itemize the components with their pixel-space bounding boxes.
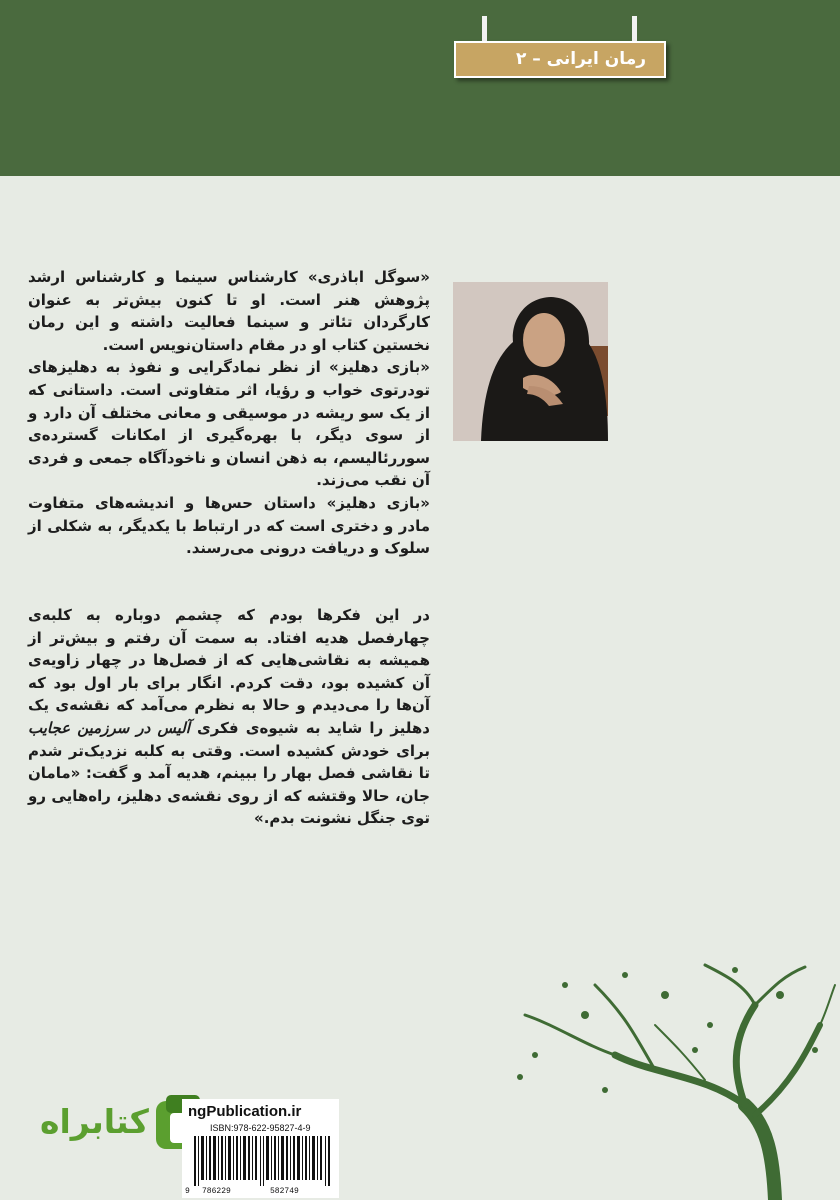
excerpt-text: برای خودش کشیده است. وقتی به کلبه نزدیک‌تر شدم تا نقاشی فصل بهار را ببینم، هدیه آمد و گفت: «مامان جان، حالا وقتشه که از روی نقشه‌ی دهلیز، راه‌هایی رو توی جنگل نشونت بدم.» xyxy=(28,741,430,828)
author-bio xyxy=(28,266,430,560)
barcode-block xyxy=(182,1099,339,1198)
author-photo xyxy=(453,282,608,441)
barcode-left-digits: 786229 xyxy=(202,1187,231,1196)
publisher-website: ngPublication.ir xyxy=(188,1103,302,1120)
barcode-icon xyxy=(194,1136,334,1186)
isbn-number: ISBN:978-622-95827-4-9 xyxy=(210,1123,311,1133)
excerpt-text: در این فکرها بودم که چشمم دوباره به کلبه‌ی چهارفصل هدیه افتاد. به سمت آن رفتم و بیش‌تر از همیشه به نقاشی‌هایی که از فصل‌ها در چهار زاویه‌ی آن کشیده بود، دقت کردم. انگار برای بار اول بود که آن‌ها را می‌دیدم و حالا به نظرم می‌آمد که نقشه‌ی یک دهلیز را شاید به شیوه‌ی فکری xyxy=(28,606,431,737)
bio-paragraph: «بازی دهلیز» از نظر نمادگرایی و نفوذ به دهلیزهای تودرتوی خواب و رؤیا، اثر متفاوتی است. داستانی که از یک سو ریشه در موسیقی و معانی مختلف آن دارد و از سوی دیگر، با بهره‌گیری از امکانات گسترده‌ی سوررئالیسم، به ذهن انسان و ناخودآگاه جمعی و فردی آن نقب می‌زند. xyxy=(28,358,430,490)
barcode-right-digits: 582749 xyxy=(270,1187,299,1196)
publisher-name: کتابراه xyxy=(40,1102,149,1141)
top-color-band xyxy=(0,0,840,176)
book-excerpt xyxy=(28,604,430,830)
excerpt-paragraph xyxy=(28,604,430,830)
series-label-text: رمان ایرانی – ۲ xyxy=(515,49,646,69)
series-label xyxy=(454,41,666,78)
bio-paragraph: «بازی دهلیز» داستان حس‌ها و اندیشه‌های متفاوت مادر و دختری است که در ارتباط با یکدیگر، به شکلی از سلوک و دریافت درونی می‌رسند. xyxy=(28,493,430,558)
excerpt-italic: آلیس در سرزمین عجایب xyxy=(28,718,190,737)
bio-paragraph: «سوگل اباذری» کارشناس سینما و کارشناس ارشد پژوهش هنر است. او تا کنون بیش‌تر به عنوان کارگردان تئاتر و سینما فعالیت داشته و این رمان نخستین کتاب او در مقام داستان‌نویس است. xyxy=(28,268,430,354)
tree-illustration xyxy=(505,955,840,1200)
barcode-lead-digit: 9 xyxy=(185,1187,190,1196)
